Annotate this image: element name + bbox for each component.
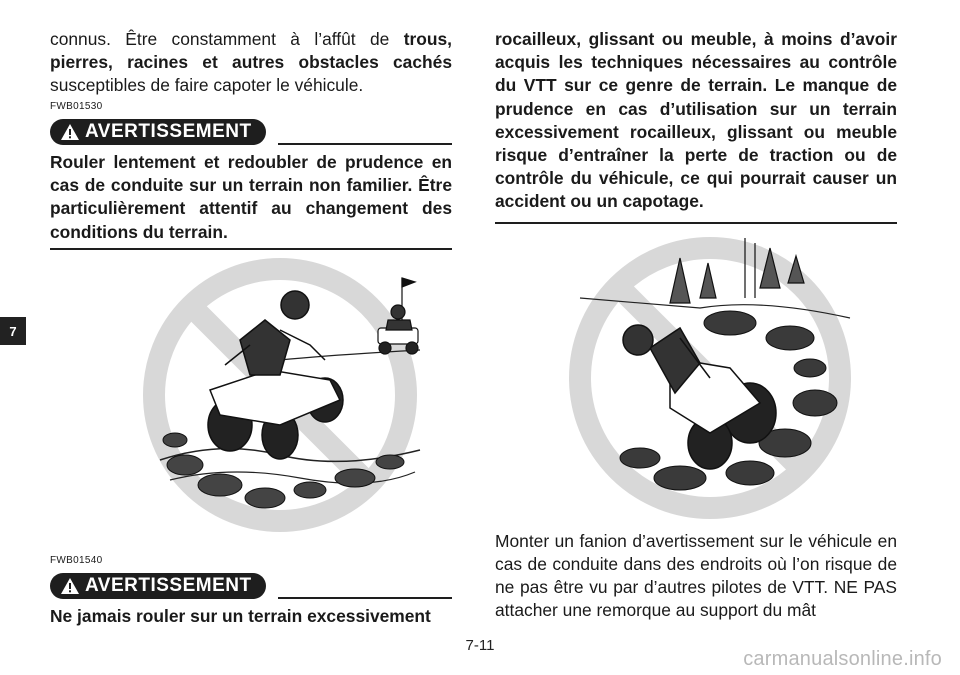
warning-header-1 (50, 119, 452, 145)
warning-code-2: FWB01540 (50, 555, 103, 566)
warning-header-2 (50, 573, 452, 599)
illustration-rocky-terrain (560, 228, 860, 528)
warning-text-2-continued: rocailleux, glissant ou meuble, à moins d’avoir acquis les techniques nécessaires au contrôle du VTT sur ce genre de terrain. Le manque de prudence en cas d’utilisation sur un terrain excessivement rocailleux, glissant ou meuble risque d’entraîner la perte de traction ou de contrôle du véhicule, ce qui pourrait causer un accident ou un capotage. (495, 29, 897, 212)
warning-triangle-icon (60, 123, 80, 141)
chapter-tab: 7 (0, 317, 26, 345)
warning-text-2: Ne jamais rouler sur un terrain excessivement (50, 606, 431, 626)
left-column-bottom (50, 555, 452, 628)
page-number: 7-11 (465, 637, 495, 654)
right-column (495, 28, 897, 224)
intro-paragraph (50, 28, 452, 97)
right-column-bottom (495, 530, 897, 622)
warning-badge-1 (50, 119, 266, 145)
illustration-unfamiliar-terrain (130, 250, 430, 540)
intro-text-1: connus. Être constamment à l’affût de (50, 29, 404, 49)
intro-text-bold: trous, pierres, racines et autres obstacles cachés (50, 29, 452, 72)
warning-end-rule-2 (495, 222, 897, 224)
warning-header-line-2 (278, 597, 452, 599)
warning-badge-2 (50, 573, 266, 599)
warning-triangle-icon (60, 577, 80, 595)
flag-paragraph: Monter un fanion d’avertissement sur le véhicule en cas de conduite dans des endroits où l’on risque de ne pas être vu par d’autres pilotes de VTT. NE PAS attacher une remorque au support du mât (495, 531, 897, 620)
watermark: carmanualsonline.info (743, 648, 942, 670)
warning-text-1: Rouler lentement et redoubler de prudence en cas de conduite sur un terrain non familier. Être particulièrement attentif au changement des conditions du terrain. (50, 152, 452, 242)
intro-text-2: susceptibles de faire capoter le véhicule. (50, 75, 364, 95)
warning-header-line-1 (278, 143, 452, 145)
warning-badge-label-1: AVERTISSEMENT (85, 121, 252, 142)
left-column (50, 28, 452, 250)
warning-badge-label-2: AVERTISSEMENT (85, 575, 252, 596)
warning-code-1: FWB01530 (50, 101, 103, 112)
